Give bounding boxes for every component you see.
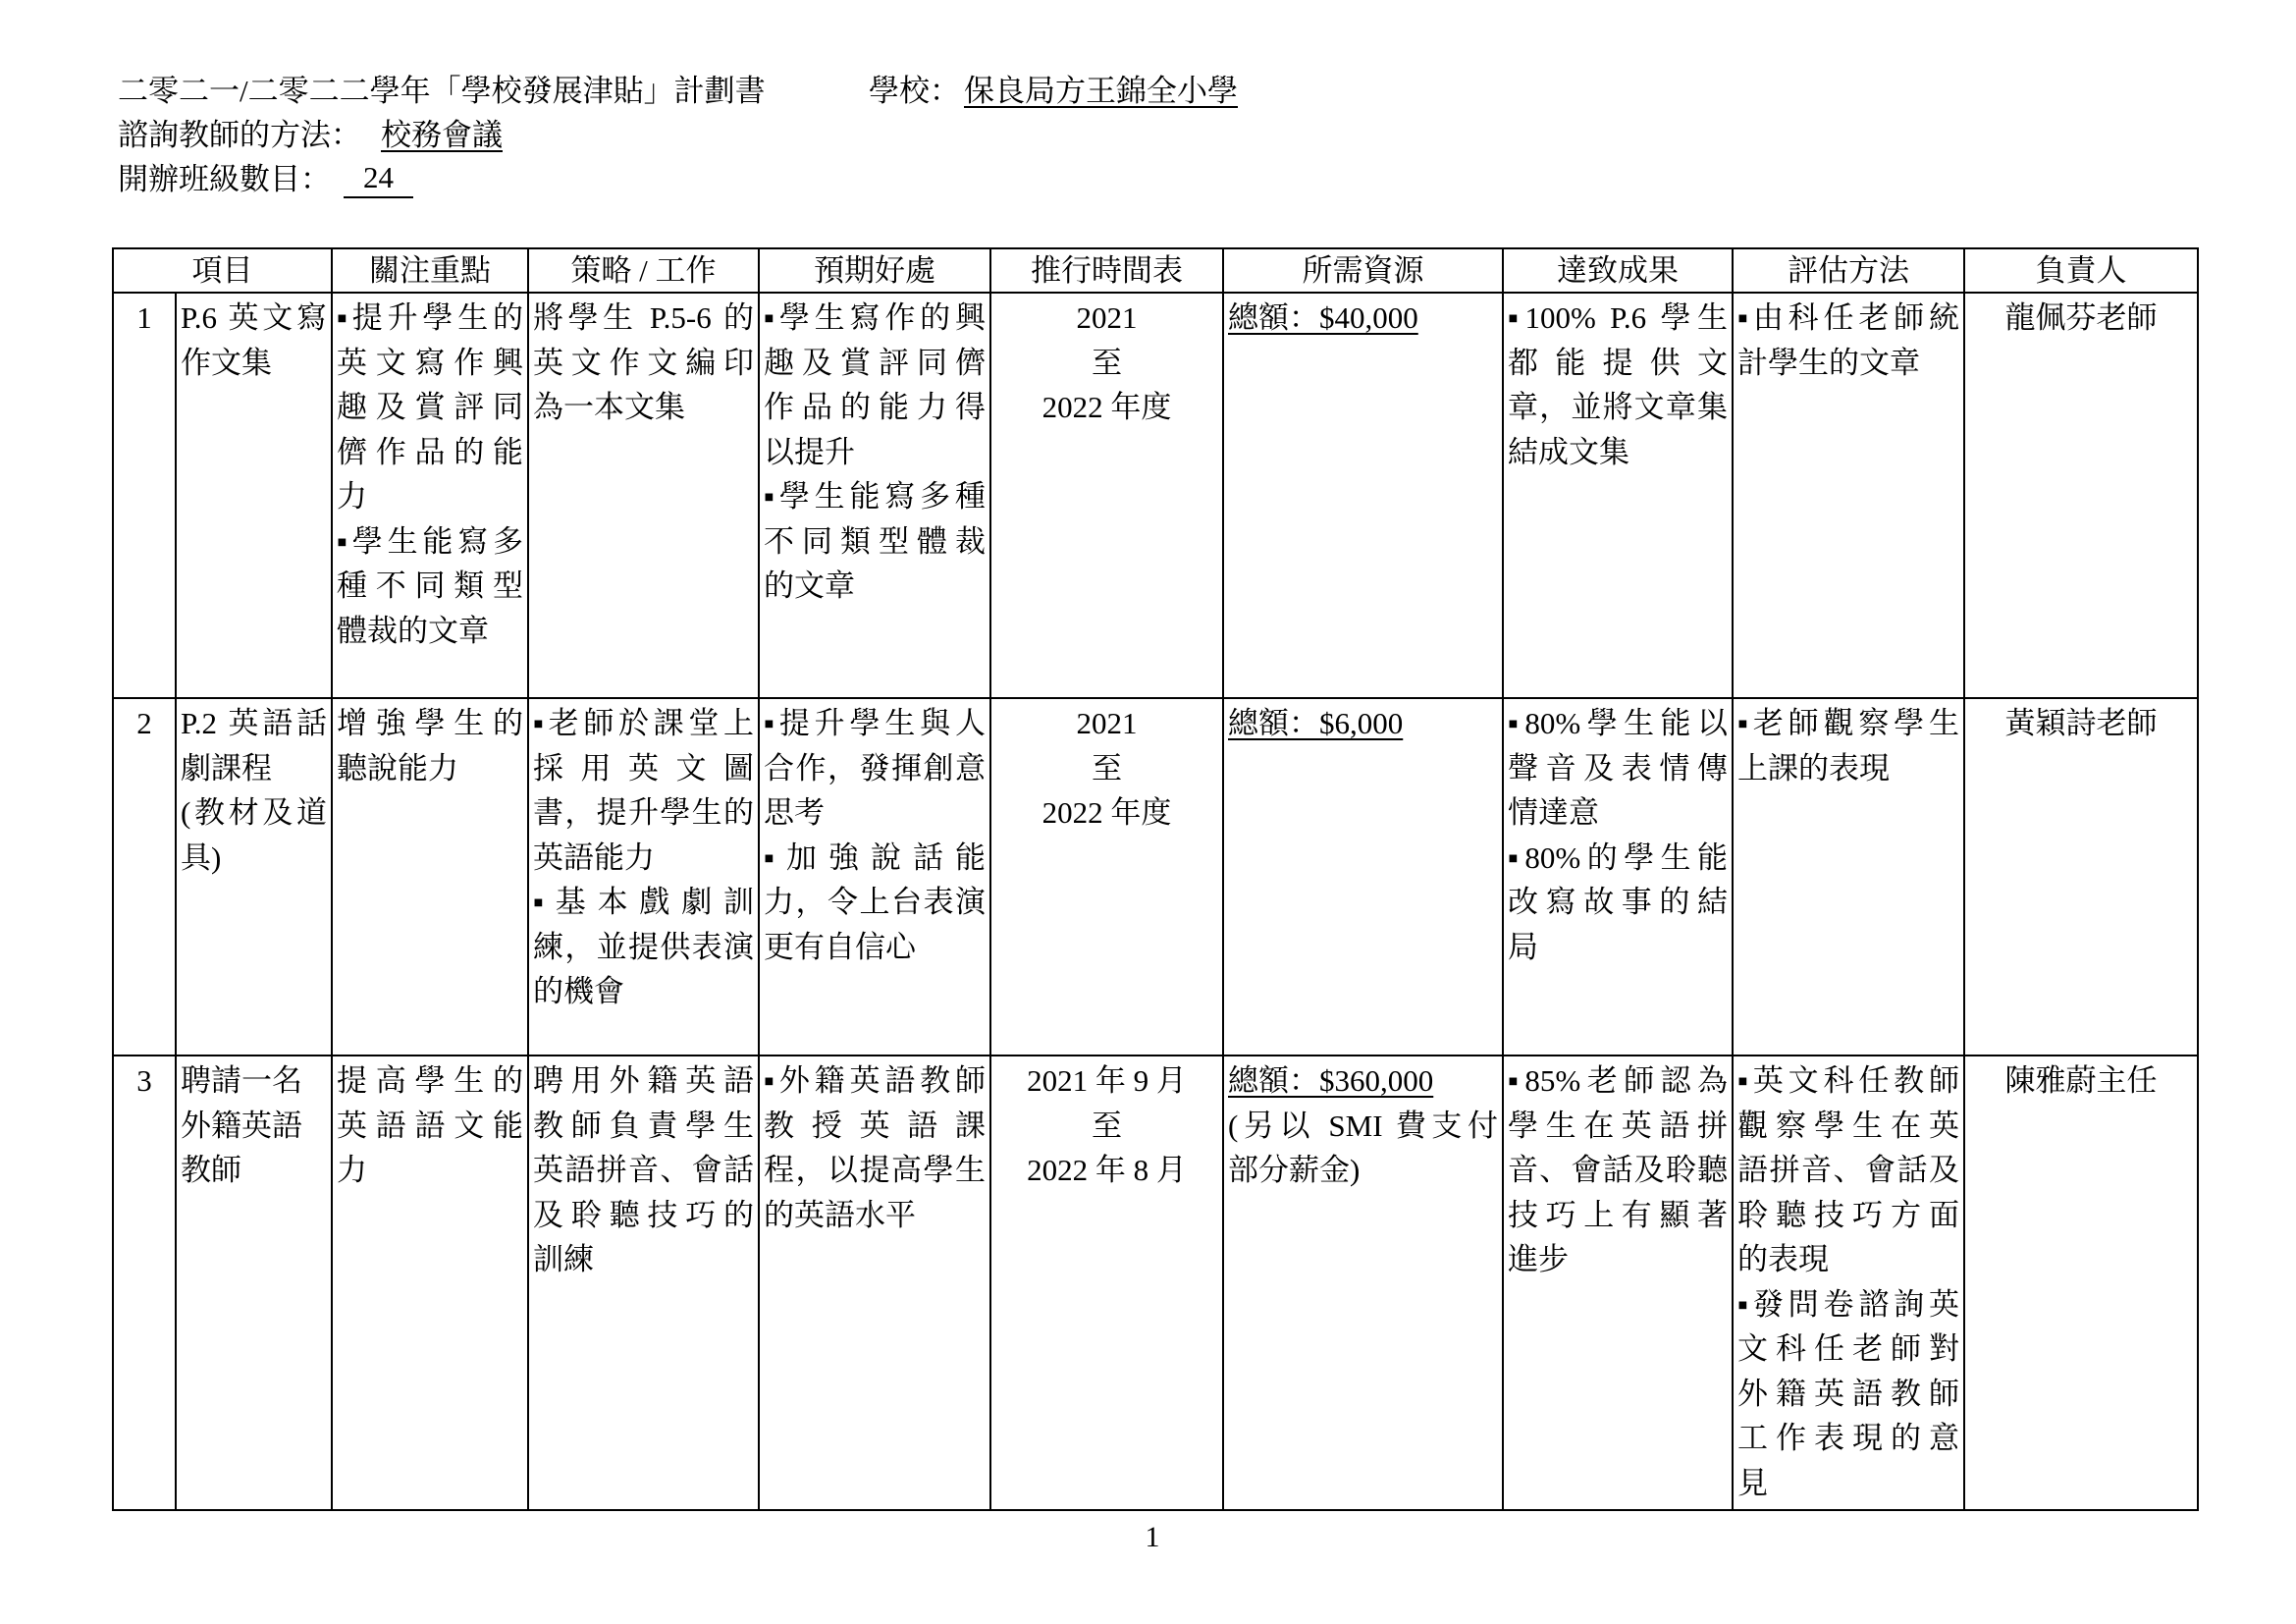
text-line: 訓練 (533, 1242, 594, 1276)
column-header-evaluation: 評估方法 (1733, 248, 1964, 293)
resource-total: 總額：$40,000 (1228, 300, 1418, 335)
text-line: 聽說能力 (337, 750, 458, 785)
plan-title-line (0, 71, 2296, 112)
text-line (1228, 1058, 1498, 1104)
text-line: (另以 SMI 費支付 (1228, 1108, 1498, 1143)
plan-table (112, 247, 2199, 1511)
resources-cell (1223, 293, 1503, 698)
text-line: 上課的表現 (1737, 750, 1890, 785)
text-line: 聘請一名 (181, 1063, 302, 1098)
text-line: 具) (181, 839, 222, 875)
column-header-benefits: 預期好處 (759, 248, 990, 293)
column-header-strategy: 策略 / 工作 (528, 248, 759, 293)
text-line: 改寫故事的結 (1508, 885, 1728, 919)
text-line: 外籍英語 (181, 1108, 302, 1143)
text-line: 情達意 (1508, 795, 1599, 830)
text-line: 儕作品的能 (337, 434, 523, 469)
table-row (113, 293, 2198, 698)
text-line: ▪英文科任教師 (1737, 1063, 1959, 1098)
text-line: 作文集 (181, 345, 272, 380)
text-line: 2022 年度 (1041, 795, 1172, 830)
text-line: 體裁的文章 (337, 613, 489, 648)
text-line: ▪老師觀察學生 (1737, 706, 1959, 740)
text-line: ▪提升學生的 (337, 300, 523, 335)
text-line: 英語拼音、會話 (533, 1153, 754, 1187)
text-line: 結成文集 (1508, 434, 1629, 469)
text-line: 英文寫作興 (337, 345, 523, 380)
text-line: (教材及道 (181, 795, 327, 830)
text-line: ▪發問卷諮詢英 (1737, 1286, 1959, 1322)
text-line: ▪85%老師認為 (1508, 1063, 1728, 1098)
text-line: 進步 (1508, 1242, 1569, 1276)
school-name: 保良局方王錦全小學 (964, 74, 1238, 108)
text-line: 至 (1092, 750, 1122, 785)
text-line: 練，並提供表演 (533, 929, 754, 964)
outcomes-cell (1503, 293, 1733, 698)
text-line: 的文章 (764, 568, 855, 603)
text-line: 合作，發揮創意 (764, 750, 986, 785)
item-number: 2 (113, 698, 176, 1056)
consult-method-line (0, 115, 2296, 156)
consult-label: 諮詢教師的方法： (118, 118, 361, 152)
benefits-cell (759, 293, 990, 698)
text-line: ▪由科任老師統 (1737, 300, 1959, 335)
text-line: 見 (1737, 1465, 1768, 1500)
text-line: 英語能力 (533, 839, 655, 875)
text-line: 力 (337, 1153, 367, 1187)
strategy-cell (528, 293, 759, 698)
table-row (113, 1056, 2198, 1510)
text-line (1228, 701, 1498, 746)
text-line: 都能提供文 (1508, 345, 1728, 380)
school-label: 學校： (869, 74, 960, 108)
item-number: 1 (113, 293, 176, 698)
text-line: ▪基本戲劇訓 (533, 885, 754, 919)
text-line: 的英語水平 (764, 1197, 916, 1232)
text-line: 將學生 P.5-6 的 (533, 300, 754, 335)
consult-method: 校務會議 (381, 118, 503, 152)
text-line: 力，令上台表演 (764, 885, 986, 919)
schedule-cell (990, 293, 1223, 698)
text-line: 觀察學生在英 (1737, 1108, 1959, 1143)
text-line: 為一本文集 (533, 390, 685, 424)
resource-total: 總額：$6,000 (1228, 706, 1404, 740)
plan-title: 二零二一/二零二二學年「學校發展津貼」計劃書 (118, 74, 766, 108)
focus-cell (332, 293, 528, 698)
text-line: 計學生的文章 (1737, 345, 1920, 380)
text-line: ▪外籍英語教師 (764, 1063, 986, 1098)
text-line: 的機會 (533, 974, 624, 1008)
text-line: 至 (1092, 345, 1122, 380)
evaluation-cell (1733, 698, 1964, 1056)
text-line: ▪80%學生能以 (1508, 706, 1728, 740)
text-line: 種不同類型 (337, 568, 523, 603)
text-line: 2021 (1076, 300, 1138, 335)
text-line: 聲音及表情傳 (1508, 750, 1728, 785)
text-line (1228, 296, 1498, 341)
text-line: 工作表現的意 (1737, 1421, 1959, 1455)
text-line: 部分薪金) (1228, 1153, 1361, 1187)
text-line: ▪學生寫作的興 (764, 300, 986, 335)
text-line: 採用英文圖 (533, 750, 754, 785)
resources-cell (1223, 698, 1503, 1056)
resource-total: 總額：$360,000 (1228, 1063, 1434, 1098)
text-line: ▪老師於課堂上 (533, 706, 754, 740)
text-line: 外籍英語教師 (1737, 1376, 1959, 1411)
text-line: 聆聽技巧方面 (1737, 1197, 1959, 1232)
text-line: P.2 英語話 (181, 706, 327, 740)
person-in-charge: 龍佩芬老師 (1964, 293, 2198, 698)
page-number: 1 (1145, 1521, 1160, 1553)
schedule-cell (990, 1056, 1223, 1510)
text-line: 教師 (181, 1153, 241, 1187)
text-line: 英語語文能 (337, 1108, 523, 1143)
text-line: 趣及賞評同儕 (764, 345, 986, 380)
evaluation-cell (1733, 1056, 1964, 1510)
focus-cell (332, 698, 528, 1056)
text-line: 及聆聽技巧的 (533, 1197, 754, 1232)
text-line: ▪加強說話能 (764, 839, 986, 875)
benefits-cell (759, 1056, 990, 1510)
classes-label: 開辦班級數目： (118, 162, 331, 196)
text-line: 學生在英語拼 (1508, 1108, 1728, 1143)
item-name-cell (176, 1056, 332, 1510)
column-header-person: 負責人 (1964, 248, 2198, 293)
text-line: 書，提升學生的 (533, 795, 754, 830)
text-line: 局 (1508, 929, 1538, 964)
column-header-focus: 關注重點 (332, 248, 528, 293)
text-line: 語拼音、會話及 (1737, 1153, 1959, 1187)
evaluation-cell (1733, 293, 1964, 698)
text-line: ▪80%的學生能 (1508, 839, 1728, 875)
text-line: 章，並將文章集 (1508, 390, 1728, 424)
text-line: 2021 (1076, 706, 1138, 740)
text-line: 2022 年 8 月 (1027, 1153, 1187, 1187)
text-line: 增強學生的 (337, 706, 523, 740)
text-line: ▪學生能寫多 (337, 523, 523, 559)
text-line: 文科任老師對 (1737, 1331, 1959, 1366)
text-line: 英文作文編印 (533, 345, 754, 380)
focus-cell (332, 1056, 528, 1510)
person-in-charge: 陳雅蔚主任 (1964, 1056, 2198, 1510)
table-row (113, 698, 2198, 1056)
text-line: 提高學生的 (337, 1063, 523, 1098)
column-header-resources: 所需資源 (1223, 248, 1503, 293)
text-line: 音、會話及聆聽 (1508, 1153, 1728, 1187)
benefits-cell (759, 698, 990, 1056)
person-in-charge: 黃穎詩老師 (1964, 698, 2198, 1056)
text-line: 聘用外籍英語 (533, 1063, 754, 1098)
text-line: P.6 英文寫 (181, 300, 327, 335)
outcomes-cell (1503, 698, 1733, 1056)
text-line: 程，以提高學生 (764, 1153, 986, 1187)
text-line: 劇課程 (181, 750, 272, 785)
text-line: 以提升 (764, 434, 855, 469)
column-header-schedule: 推行時間表 (990, 248, 1223, 293)
text-line: 教授英語課 (764, 1108, 986, 1143)
resources-cell (1223, 1056, 1503, 1510)
text-line: 力 (337, 479, 367, 514)
text-line: 不同類型體裁 (764, 523, 986, 559)
classes-count: 24 (344, 159, 413, 198)
strategy-cell (528, 698, 759, 1056)
text-line: 思考 (764, 795, 825, 830)
item-number: 3 (113, 1056, 176, 1510)
text-line: 教師負責學生 (533, 1108, 754, 1143)
text-line: 趣及賞評同 (337, 390, 523, 424)
item-name-cell (176, 293, 332, 698)
text-line: 2021 年 9 月 (1027, 1063, 1187, 1098)
class-count-line (0, 159, 2296, 200)
text-line: ▪學生能寫多種 (764, 479, 986, 514)
text-line: ▪提升學生與人 (764, 706, 986, 740)
strategy-cell (528, 1056, 759, 1510)
text-line: 技巧上有顯著 (1508, 1197, 1728, 1232)
text-line: 的表現 (1737, 1242, 1829, 1276)
schedule-cell (990, 698, 1223, 1056)
text-line: 更有自信心 (764, 929, 916, 964)
text-line: 至 (1092, 1108, 1122, 1143)
table-header-row (113, 248, 2198, 293)
text-line: 2022 年度 (1041, 390, 1172, 424)
text-line: ▪100% P.6 學生 (1508, 300, 1728, 335)
column-header-item: 項目 (113, 248, 332, 293)
outcomes-cell (1503, 1056, 1733, 1510)
item-name-cell (176, 698, 332, 1056)
text-line: 作品的能力得 (764, 390, 986, 424)
column-header-outcomes: 達致成果 (1503, 248, 1733, 293)
